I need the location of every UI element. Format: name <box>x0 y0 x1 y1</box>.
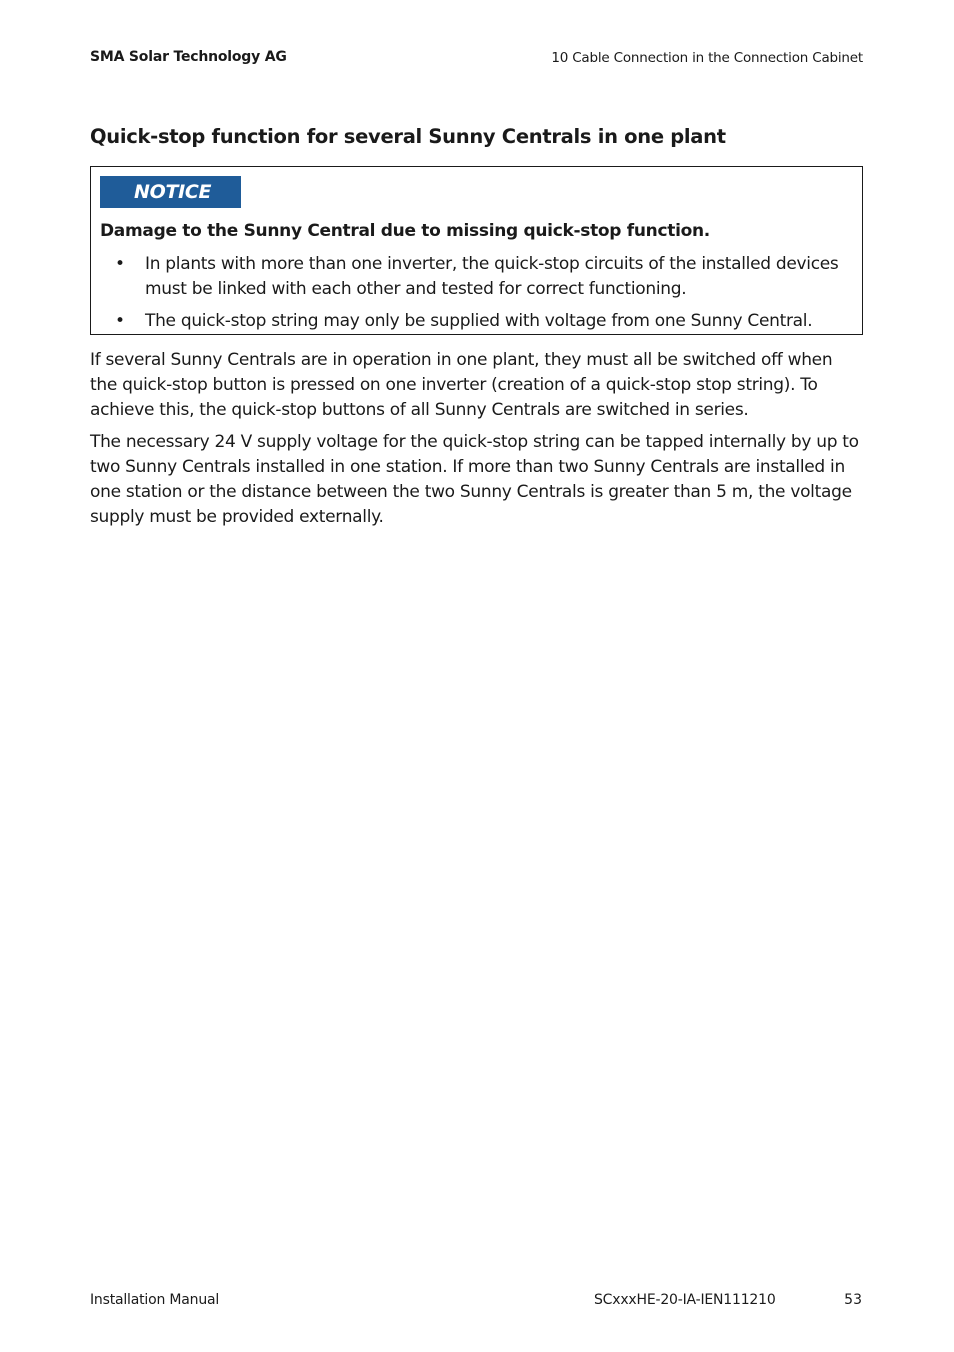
notice-box <box>90 166 863 335</box>
body-paragraph: The necessary 24 V supply voltage for the quick-stop string can be tapped internally by up to two Sunny Centrals installed in one station. If more than two Sunny Centrals are installed in one station or the distance between the two Sunny Centrals is greater than 5 m, the voltage supply must be provided externally. <box>90 432 859 527</box>
notice-list-item <box>100 252 850 302</box>
section-title: Quick-stop function for several Sunny Centrals in one plant <box>90 125 726 148</box>
notice-list-item <box>100 309 850 334</box>
notice-item-text: The quick-stop string may only be supplied with voltage from one Sunny Central. <box>145 311 813 331</box>
notice-heading: Damage to the Sunny Central due to missing quick-stop function. <box>100 221 710 241</box>
bullet-icon: • <box>115 311 125 331</box>
page-number: 53 <box>844 1292 862 1308</box>
notice-item-text: In plants with more than one inverter, the quick-stop circuits of the installed devices must be linked with each other and tested for correct functioning. <box>145 254 839 299</box>
header-chapter: 10 Cable Connection in the Connection Cabinet <box>551 50 863 66</box>
bullet-icon: • <box>115 254 125 274</box>
body-paragraph: If several Sunny Centrals are in operation in one plant, they must all be switched off when the quick-stop button is pressed on one inverter (creation of a quick-stop stop string). To achieve this, the quick-stop buttons of all Sunny Centrals are switched in series. <box>90 350 833 420</box>
header-company: SMA Solar Technology AG <box>90 49 287 65</box>
notice-label: NOTICE <box>100 176 241 208</box>
footer-doc-code: SCxxxHE-20-IA-IEN111210 <box>594 1292 776 1308</box>
notice-list <box>100 252 850 341</box>
footer-doc-type: Installation Manual <box>90 1292 220 1308</box>
